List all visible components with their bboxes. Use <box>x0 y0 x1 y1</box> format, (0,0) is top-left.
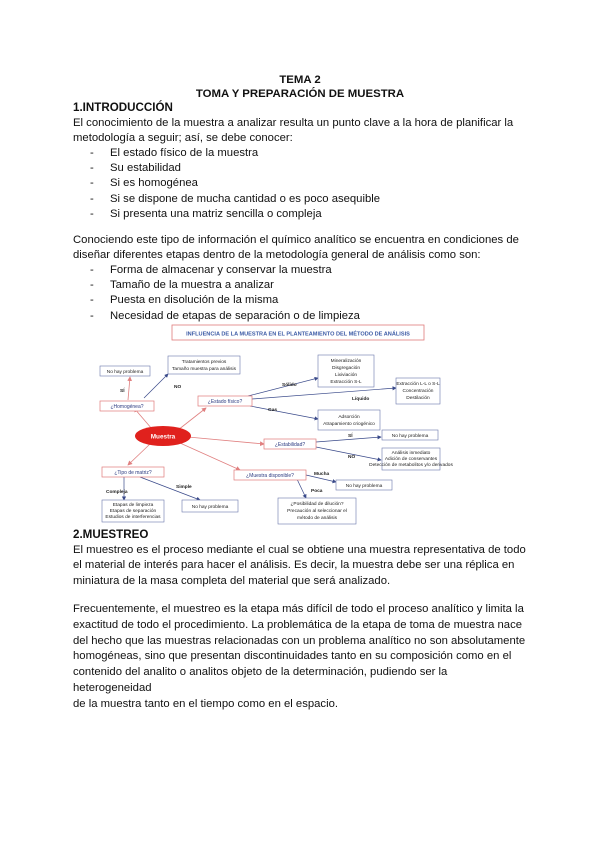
edge-label: NO <box>174 385 182 390</box>
node-text: método de análisis <box>297 516 337 521</box>
edge-estabilidad <box>188 437 264 444</box>
list-item <box>73 176 380 191</box>
edge-label: Compleja <box>106 490 128 495</box>
center-node-label: Muestra <box>150 433 176 441</box>
document-title: TOMA Y PREPARACIÓN DE MUESTRA <box>195 88 405 100</box>
section-heading-introduccion: 1.INTRODUCCIÓN <box>73 101 173 114</box>
text-line: El conocimiento de la muestra a analizar resulta un punto clave a la hora de planificar la <box>73 117 514 129</box>
edge-disponible <box>180 443 240 470</box>
node-text: Tratamientos previos <box>181 360 227 365</box>
list-item-text: Si es homogénea <box>110 177 198 190</box>
node-text: ¿Estado físico? <box>207 399 243 405</box>
edge-label: Mucha <box>314 472 330 477</box>
node-text: Etapas de separación <box>109 509 157 514</box>
intro-paragraph <box>73 116 528 147</box>
node-text: Etapas de limpieza <box>112 503 154 508</box>
list-item-text: Puesta en disolución de la misma <box>110 294 279 307</box>
list-item-text: Si se dispone de mucha cantidad o es poco asequible <box>110 192 381 205</box>
text-line: del hecho que las muestras relacionadas con un problema analítico no son absolutamente <box>73 634 526 647</box>
node-text: No hay problema <box>106 370 144 375</box>
edge-label: NO <box>348 455 356 460</box>
dash-bullet: - <box>90 294 94 307</box>
edge-homog-si <box>128 377 130 400</box>
sample-influence-diagram <box>100 322 453 526</box>
node-text: Disgregación <box>332 366 360 371</box>
node-text: Lixiviación <box>334 373 358 378</box>
knowledge-list <box>73 146 380 222</box>
dash-bullet: - <box>90 162 94 175</box>
diagram-title: INFLUENCIA DE LA MUESTRA EN EL PLANTEAMIENTO DEL MÉTODO DE ANÁLISIS <box>186 331 410 338</box>
node-text: ¿Tipo de matriz? <box>114 470 152 476</box>
list-item <box>73 146 380 161</box>
dash-bullet: - <box>90 192 94 205</box>
list-item-text: Tamaño de la muestra a analizar <box>110 279 274 292</box>
muestreo-paragraph-1 <box>73 543 528 589</box>
edge-label: SÍ <box>348 434 353 439</box>
node-text: Análisis inmediato <box>391 451 431 456</box>
list-item <box>73 161 380 176</box>
stages-paragraph <box>73 233 528 264</box>
node-text: Extracción L-L o S-L <box>396 382 440 387</box>
node-text: ¿Estabilidad? <box>274 442 306 448</box>
list-item <box>73 263 360 278</box>
text-line: miniatura de la masa completa del material que será analizado. <box>73 574 391 587</box>
node-text: Concentración <box>402 389 434 394</box>
node-text: Precaución al seleccionar el <box>287 509 347 514</box>
list-item-text: Forma de almacenar y conservar la muestra <box>110 264 332 276</box>
edge-label: Poca <box>311 489 323 494</box>
dash-bullet: - <box>90 264 94 276</box>
dash-bullet: - <box>90 279 94 292</box>
list-item-text: Necesidad de etapas de separación o de limpieza <box>110 309 360 322</box>
text-line: exactitud de todo el procedimiento. La problemática de la etapa de toma de muestra nace <box>73 618 523 631</box>
edge-label: Líquido <box>352 397 370 402</box>
list-item <box>73 293 360 308</box>
node-text: No hay problema <box>345 484 383 489</box>
node-text: Tamaño muestra para análisis <box>172 367 236 372</box>
text-line: homogéneas, sino que presentan discontinuidades tanto en su composición como en el <box>73 650 512 663</box>
list-item-text: El estado físico de la muestra <box>110 147 259 159</box>
edge-homog-no <box>144 374 168 398</box>
node-text: Adición de conservantes <box>384 457 438 462</box>
stages-list <box>73 263 360 324</box>
text-line: el material de interés para hacer el análisis. Es decir, la muestra debe ser una réplica en <box>73 559 515 572</box>
node-text: No hay problema <box>391 434 429 439</box>
list-item-text: Si presenta una matriz sencilla o compleja <box>110 207 322 220</box>
dash-bullet: - <box>90 207 94 220</box>
node-text: ¿Muestra disponible? <box>246 473 294 479</box>
edge-matriz <box>128 444 150 465</box>
topic-number: TEMA 2 <box>279 74 321 86</box>
text-line: de la muestra tanto en el tiempo como en el espacio. <box>73 697 339 710</box>
list-item <box>73 207 380 222</box>
edge-label: Gas <box>268 408 278 413</box>
dash-bullet: - <box>90 177 94 190</box>
list-item <box>73 192 380 207</box>
text-line: Frecuentemente, el muestreo es la etapa más difícil de todo el proceso analítico y limita la <box>73 603 524 615</box>
node-text: No hay problema <box>191 505 229 510</box>
node-text: Mineralización <box>330 359 362 364</box>
text-line: metodología a seguir; así, se debe conocer: <box>73 132 293 145</box>
text-line: El muestreo es el proceso mediante el cual se obtiene una muestra representativa de todo <box>73 544 526 556</box>
muestreo-paragraph-2 <box>73 602 528 713</box>
list-item-text: Su estabilidad <box>110 162 181 175</box>
text-line: contenido del analito o analitos objeto de la determinación, pudiendo ser la heterogeneidad <box>73 666 448 694</box>
node-text: Adsorción <box>338 415 360 420</box>
node-text: ¿Posibilidad de dilución? <box>290 502 344 507</box>
dash-bullet: - <box>90 147 94 159</box>
text-line: diseñar diferentes etapas dentro de la metodología general de análisis como son: <box>73 249 481 262</box>
section-heading-muestreo: 2.MUESTREO <box>73 528 149 541</box>
node-text: ¿Homogénea? <box>110 404 144 410</box>
edge-label: SÍ <box>120 389 125 394</box>
edge-gas <box>250 406 318 419</box>
node-gas <box>318 410 380 430</box>
list-item <box>73 278 360 293</box>
node-text: Atrapamiento criogénico <box>323 422 375 427</box>
text-line: Conociendo este tipo de información el químico analítico se encuentra en condiciones de <box>73 234 519 246</box>
node-text: Destilación <box>406 396 430 401</box>
edge-label: Sólido <box>282 383 297 388</box>
dash-bullet: - <box>90 309 94 322</box>
node-text: Estudios de interferencias <box>105 515 161 520</box>
edge-estado <box>178 408 206 430</box>
edge-label: Simple <box>176 485 192 490</box>
node-text: Detección de metabolitos y/o derivados <box>369 463 453 468</box>
node-text: Extracción S-L <box>330 380 362 385</box>
